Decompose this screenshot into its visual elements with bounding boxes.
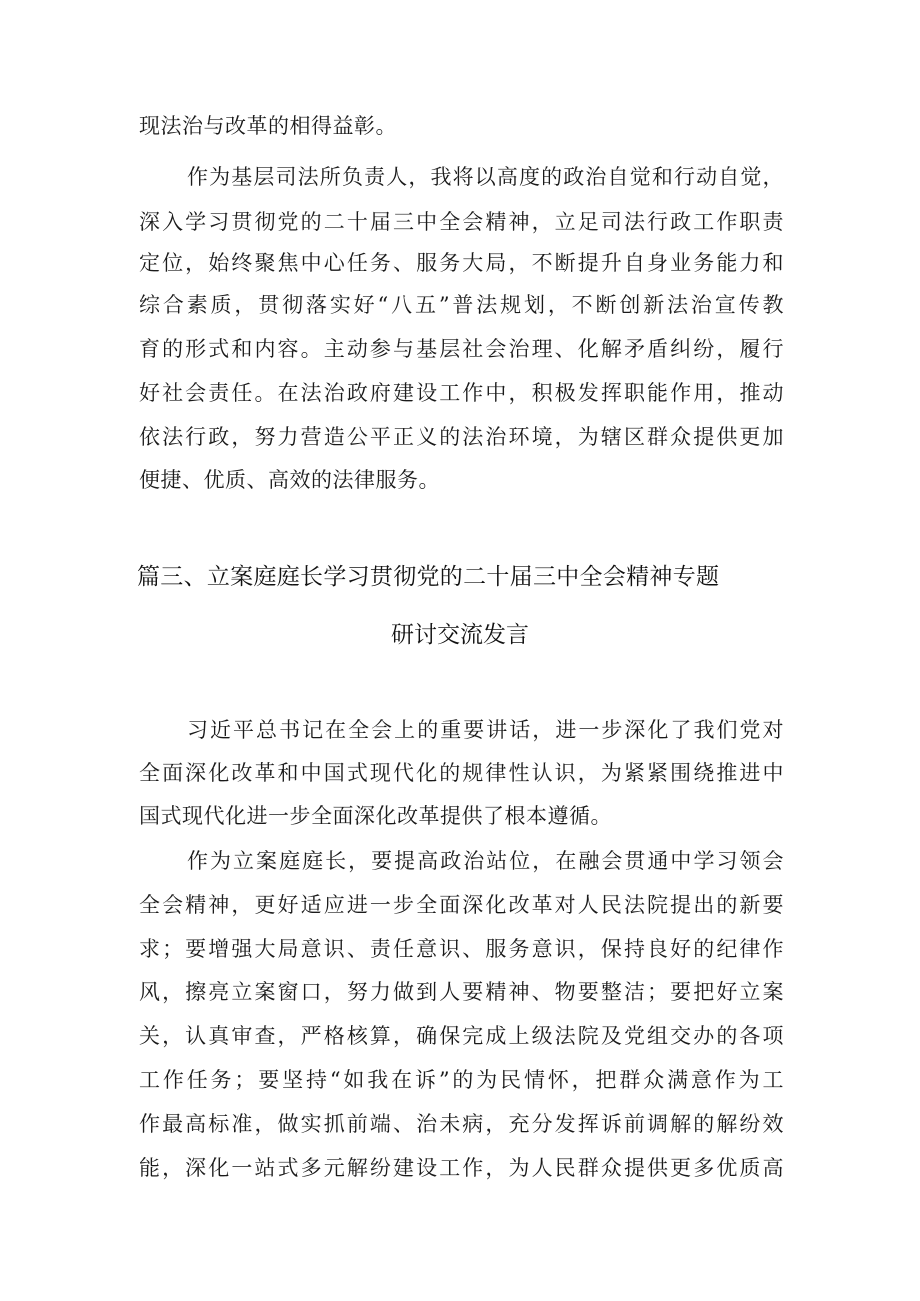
paragraph-line: 依法行政，努力营造公平正义的法治环境，为辖区群众提供更加 [139,425,784,449]
paragraph-line: 能，深化一站式多元解纷建设工作，为人民群众提供更多优质高 [139,1156,784,1180]
paragraph-line: 全面深化改革和中国式现代化的规律性认识，为紧紧围绕推进中 [139,761,784,785]
paragraph-line: 习近平总书记在全会上的重要讲话，进一步深化了我们党对 [187,718,784,742]
paragraph-line: 风，擦亮立案窗口，努力做到人要精神、物要整洁；要把好立案 [139,980,784,1004]
section-heading-line-1: 篇三、立案庭庭长学习贯彻党的二十届三中全会精神专题 [137,564,719,590]
paragraph-line: 作为立案庭庭长，要提高政治站位，在融会贯通中学习领会 [187,849,784,873]
paragraph-line: 好社会责任。在法治政府建设工作中，积极发挥职能作用，推动 [139,381,784,405]
paragraph-line: 作最高标准，做实抓前端、治未病，充分发挥诉前调解的解纷效 [139,1112,784,1136]
paragraph-tail-line: 现法治与改革的相得益彰。 [139,114,397,138]
paragraph-line: 综合素质，贯彻落实好“八五”普法规划，不断创新法治宣传教 [139,293,784,317]
paragraph-line: 求；要增强大局意识、责任意识、服务意识，保持良好的纪律作 [139,937,784,961]
paragraph-line: 便捷、优质、高效的法律服务。 [139,468,440,492]
paragraph-line: 工作任务；要坚持“如我在诉”的为民情怀，把群众满意作为工 [139,1068,784,1092]
paragraph-line: 国式现代化进一步全面深化改革提供了根本遵循。 [139,804,612,828]
paragraph-line: 关，认真审查，严格核算，确保完成上级法院及党组交办的各项 [139,1024,784,1048]
paragraph-line: 定位，始终聚焦中心任务、服务大局，不断提升自身业务能力和 [139,251,784,275]
paragraph-line: 深入学习贯彻党的二十届三中全会精神，立足司法行政工作职责 [139,210,784,234]
paragraph-line: 育的形式和内容。主动参与基层社会治理、化解矛盾纠纷，履行 [139,337,784,361]
paragraph-line: 作为基层司法所负责人，我将以高度的政治自觉和行动自觉， [187,165,784,189]
section-heading-line-2: 研讨交流发言 [391,622,529,648]
paragraph-line: 全会精神，更好适应进一步全面深化改革对人民法院提出的新要 [139,893,784,917]
